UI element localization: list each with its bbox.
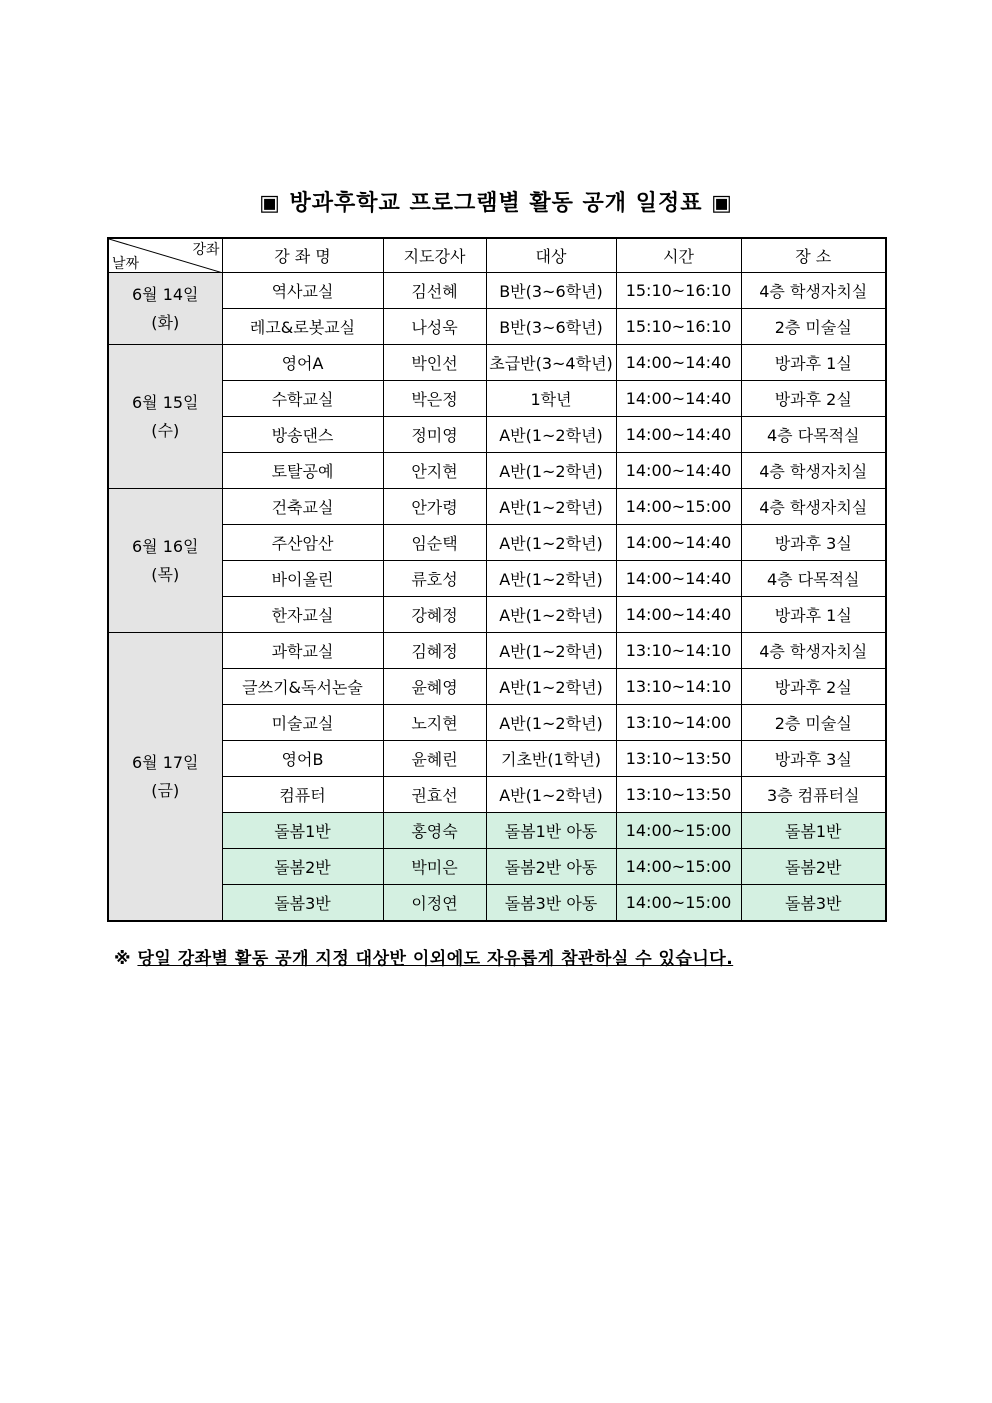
- date-label: 6월 15일: [131, 392, 199, 412]
- cell-time: 14:00~14:40: [616, 525, 741, 561]
- cell-time: 14:00~15:00: [616, 885, 741, 922]
- corner-header: [108, 238, 222, 273]
- cell-target: A반(1~2학년): [486, 633, 616, 669]
- table-row: [108, 489, 886, 525]
- cell-target: A반(1~2학년): [486, 453, 616, 489]
- cell-teacher: 박미은: [383, 849, 486, 885]
- cell-course: 미술교실: [222, 705, 383, 741]
- cell-teacher: 안가령: [383, 489, 486, 525]
- cell-time: 14:00~14:40: [616, 381, 741, 417]
- table-row: [108, 453, 886, 489]
- cell-target: A반(1~2학년): [486, 597, 616, 633]
- table-row: [108, 309, 886, 345]
- cell-course: 한자교실: [222, 597, 383, 633]
- cell-place: 4층 다목적실: [741, 561, 886, 597]
- cell-target: A반(1~2학년): [486, 777, 616, 813]
- table-row: [108, 633, 886, 669]
- cell-teacher: 정미영: [383, 417, 486, 453]
- cell-place: 방과후 1실: [741, 597, 886, 633]
- cell-place: 방과후 2실: [741, 381, 886, 417]
- cell-course: 돌봄3반: [222, 885, 383, 922]
- date-cell: [108, 489, 222, 633]
- cell-time: 13:10~14:10: [616, 669, 741, 705]
- cell-course: 영어B: [222, 741, 383, 777]
- cell-time: 14:00~15:00: [616, 813, 741, 849]
- cell-place: 4층 학생자치실: [741, 273, 886, 309]
- cell-course: 주산암산: [222, 525, 383, 561]
- cell-target: A반(1~2학년): [486, 705, 616, 741]
- table-row: [108, 813, 886, 849]
- table-row: [108, 597, 886, 633]
- column-header-time: 시간: [616, 238, 741, 273]
- cell-course: 글쓰기&독서논술: [222, 669, 383, 705]
- cell-place: 4층 학생자치실: [741, 489, 886, 525]
- cell-place: 방과후 1실: [741, 345, 886, 381]
- table-row: [108, 381, 886, 417]
- cell-target: 초급반(3~4학년): [486, 345, 616, 381]
- cell-place: 방과후 3실: [741, 741, 886, 777]
- cell-target: 돌봄2반 아동: [486, 849, 616, 885]
- table-row: [108, 525, 886, 561]
- table-row: [108, 885, 886, 922]
- cell-place: 3층 컴퓨터실: [741, 777, 886, 813]
- cell-teacher: 임순택: [383, 525, 486, 561]
- cell-course: 수학교실: [222, 381, 383, 417]
- cell-teacher: 이정연: [383, 885, 486, 922]
- corner-label-date: 날짜: [112, 256, 140, 272]
- cell-place: 돌봄1반: [741, 813, 886, 849]
- column-header-place: 장 소: [741, 238, 886, 273]
- date-label: 6월 17일: [131, 752, 199, 772]
- table-row: [108, 417, 886, 453]
- cell-time: 13:10~14:10: [616, 633, 741, 669]
- cell-course: 돌봄2반: [222, 849, 383, 885]
- cell-time: 14:00~14:40: [616, 453, 741, 489]
- cell-course: 레고&로봇교실: [222, 309, 383, 345]
- cell-place: 4층 학생자치실: [741, 633, 886, 669]
- cell-teacher: 김혜정: [383, 633, 486, 669]
- cell-target: A반(1~2학년): [486, 669, 616, 705]
- cell-course: 컴퓨터: [222, 777, 383, 813]
- cell-place: 4층 다목적실: [741, 417, 886, 453]
- cell-teacher: 나성욱: [383, 309, 486, 345]
- cell-target: 기초반(1학년): [486, 741, 616, 777]
- table-row: [108, 705, 886, 741]
- cell-time: 13:10~13:50: [616, 777, 741, 813]
- cell-teacher: 강혜정: [383, 597, 486, 633]
- cell-course: 바이올린: [222, 561, 383, 597]
- table-row: [108, 345, 886, 381]
- cell-place: 2층 미술실: [741, 705, 886, 741]
- cell-teacher: 권효선: [383, 777, 486, 813]
- schedule-table: [107, 237, 887, 922]
- weekday-label: (화): [151, 312, 180, 332]
- cell-teacher: 안지현: [383, 453, 486, 489]
- table-row: [108, 669, 886, 705]
- cell-course: 돌봄1반: [222, 813, 383, 849]
- weekday-label: (금): [151, 780, 180, 800]
- cell-teacher: 류호성: [383, 561, 486, 597]
- cell-time: 14:00~14:40: [616, 561, 741, 597]
- column-header-teacher: 지도강사: [383, 238, 486, 273]
- cell-teacher: 박인선: [383, 345, 486, 381]
- cell-place: 돌봄2반: [741, 849, 886, 885]
- cell-teacher: 김선혜: [383, 273, 486, 309]
- cell-target: 돌봄3반 아동: [486, 885, 616, 922]
- table-header-row: [108, 238, 886, 273]
- date-cell: [108, 633, 222, 922]
- cell-teacher: 윤혜린: [383, 741, 486, 777]
- cell-place: 2층 미술실: [741, 309, 886, 345]
- weekday-label: (목): [151, 564, 180, 584]
- footnote-mark: ※: [114, 949, 132, 969]
- footnote-text: 당일 강좌별 활동 공개 지정 대상반 이외에도 자유롭게 참관하실 수 있습니다.: [137, 949, 734, 969]
- date-cell: [108, 345, 222, 489]
- cell-target: B반(3~6학년): [486, 309, 616, 345]
- table-row: [108, 561, 886, 597]
- cell-time: 13:10~14:00: [616, 705, 741, 741]
- column-header-target: 대상: [486, 238, 616, 273]
- cell-time: 14:00~14:40: [616, 417, 741, 453]
- cell-course: 방송댄스: [222, 417, 383, 453]
- cell-time: 14:00~14:40: [616, 597, 741, 633]
- cell-time: 15:10~16:10: [616, 309, 741, 345]
- footnote: [114, 944, 733, 969]
- table-row: [108, 741, 886, 777]
- cell-place: 방과후 3실: [741, 525, 886, 561]
- cell-target: A반(1~2학년): [486, 417, 616, 453]
- cell-place: 방과후 2실: [741, 669, 886, 705]
- cell-course: 역사교실: [222, 273, 383, 309]
- cell-course: 건축교실: [222, 489, 383, 525]
- cell-time: 15:10~16:10: [616, 273, 741, 309]
- date-label: 6월 16일: [131, 536, 199, 556]
- table-row: [108, 777, 886, 813]
- corner-label-course: 강좌: [192, 242, 220, 258]
- table-row: [108, 273, 886, 309]
- cell-course: 과학교실: [222, 633, 383, 669]
- cell-teacher: 윤혜영: [383, 669, 486, 705]
- cell-target: A반(1~2학년): [486, 561, 616, 597]
- cell-target: B반(3~6학년): [486, 273, 616, 309]
- cell-teacher: 홍영숙: [383, 813, 486, 849]
- cell-place: 4층 학생자치실: [741, 453, 886, 489]
- schedule-body: [108, 273, 886, 922]
- cell-target: A반(1~2학년): [486, 525, 616, 561]
- cell-time: 14:00~15:00: [616, 849, 741, 885]
- cell-teacher: 노지현: [383, 705, 486, 741]
- cell-target: 돌봄1반 아동: [486, 813, 616, 849]
- cell-target: A반(1~2학년): [486, 489, 616, 525]
- weekday-label: (수): [151, 420, 180, 440]
- date-cell: [108, 273, 222, 345]
- column-header-course: 강 좌 명: [222, 238, 383, 273]
- cell-place: 돌봄3반: [741, 885, 886, 922]
- cell-course: 토탈공예: [222, 453, 383, 489]
- cell-target: 1학년: [486, 381, 616, 417]
- table-row: [108, 849, 886, 885]
- page-title: ▣ 방과후학교 프로그램별 활동 공개 일정표 ▣: [259, 190, 733, 216]
- cell-time: 13:10~13:50: [616, 741, 741, 777]
- cell-teacher: 박은정: [383, 381, 486, 417]
- cell-time: 14:00~15:00: [616, 489, 741, 525]
- cell-course: 영어A: [222, 345, 383, 381]
- cell-time: 14:00~14:40: [616, 345, 741, 381]
- date-label: 6월 14일: [131, 284, 199, 304]
